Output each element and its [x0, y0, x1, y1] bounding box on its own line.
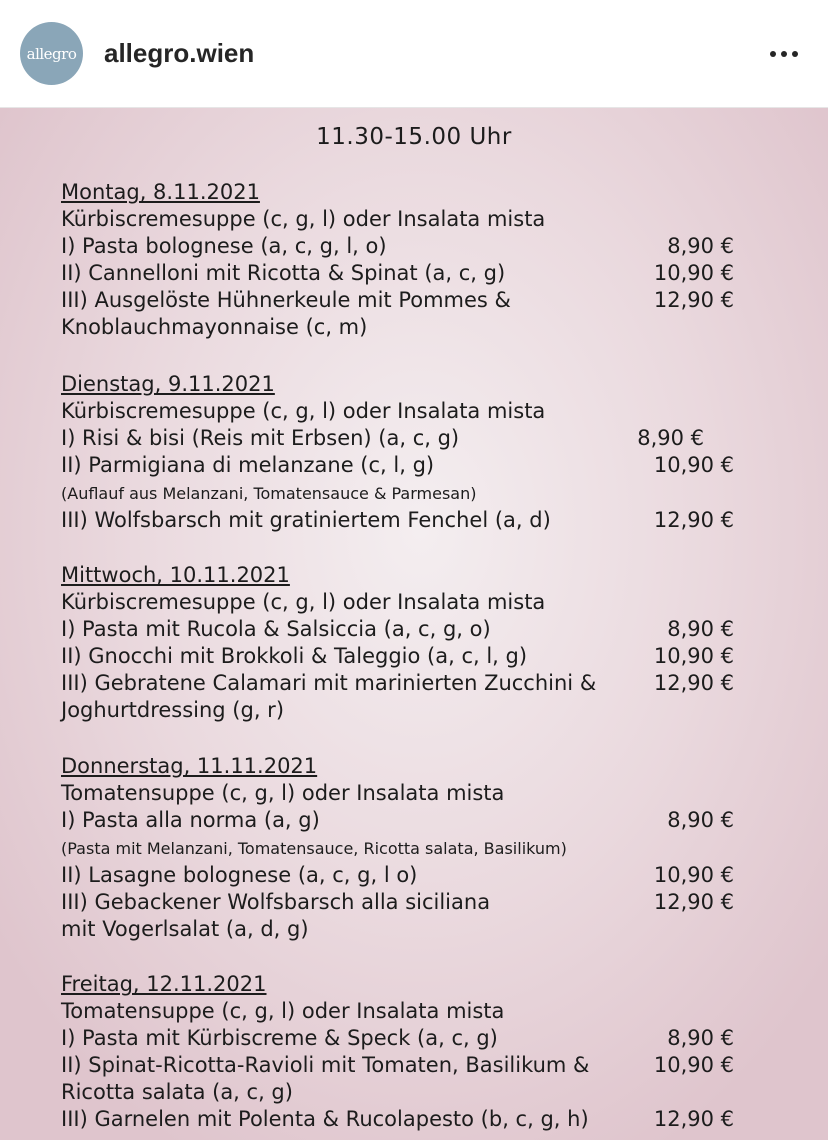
- dish-line: III) Gebratene Calamari mit marinierten Zucchini &: [61, 671, 597, 695]
- day-title: Freitag, 12.11.2021: [61, 972, 267, 996]
- price: 10,90 €: [653, 644, 734, 668]
- dish-line: II) Spinat-Ricotta-Ravioli mit Tomaten, Basilikum &: [61, 1053, 590, 1077]
- dish-line: II) Lasagne bolognese (a, c, g, l o): [61, 863, 418, 887]
- price: 12,90 €: [653, 671, 734, 695]
- dish-line: III) Ausgelöste Hühnerkeule mit Pommes &: [61, 288, 511, 312]
- price: 8,90 €: [637, 426, 704, 450]
- dish-line: I) Pasta mit Rucola & Salsiccia (a, c, g, o): [61, 617, 491, 641]
- soup-line: Kürbiscremesuppe (c, g, l) oder Insalata mista: [61, 399, 546, 423]
- dish-line: I) Risi & bisi (Reis mit Erbsen) (a, c, g): [61, 426, 460, 450]
- price: 10,90 €: [653, 261, 734, 285]
- dish-line: III) Wolfsbarsch mit gratiniertem Fenchel (a, d): [61, 508, 551, 532]
- dish-line: I) Pasta alla norma (a, g): [61, 808, 320, 832]
- price: 10,90 €: [653, 863, 734, 887]
- dish-line: III) Gebackener Wolfsbarsch alla siciliana: [61, 890, 491, 914]
- more-options-icon[interactable]: [760, 34, 808, 74]
- dish-line: I) Pasta mit Kürbiscreme & Speck (a, c, g): [61, 1026, 498, 1050]
- dish-line: II) Parmigiana di melanzane (c, l, g): [61, 453, 435, 477]
- price: 8,90 €: [667, 808, 734, 832]
- price: 8,90 €: [667, 617, 734, 641]
- day-title: Dienstag, 9.11.2021: [61, 372, 275, 396]
- avatar[interactable]: [20, 22, 83, 85]
- price: 10,90 €: [653, 1053, 734, 1077]
- post-header: [0, 0, 828, 108]
- soup-line: Tomatensuppe (c, g, l) oder Insalata mista: [61, 781, 505, 805]
- dish-line: III) Garnelen mit Polenta & Rucolapesto (b, c, g, h): [61, 1107, 589, 1131]
- avatar-text: allegro: [26, 44, 77, 63]
- opening-hours: 11.30-15.00 Uhr: [316, 124, 512, 150]
- soup-line: Kürbiscremesuppe (c, g, l) oder Insalata mista: [61, 207, 546, 231]
- price: 8,90 €: [667, 1026, 734, 1050]
- soup-line: Kürbiscremesuppe (c, g, l) oder Insalata mista: [61, 590, 546, 614]
- post-image: [0, 108, 828, 1140]
- price: 12,90 €: [653, 1107, 734, 1131]
- dish-line: I) Pasta bolognese (a, c, g, l, o): [61, 234, 387, 258]
- dish-line-continued: Joghurtdressing (g, r): [61, 698, 285, 722]
- price: 8,90 €: [667, 234, 734, 258]
- price: 10,90 €: [653, 453, 734, 477]
- day-title: Mittwoch, 10.11.2021: [61, 563, 290, 587]
- price: 12,90 €: [653, 508, 734, 532]
- dish-line-continued: mit Vogerlsalat (a, d, g): [61, 917, 309, 941]
- dish-note: (Auflauf aus Melanzani, Tomatensauce & Parmesan): [61, 484, 477, 503]
- day-title: Donnerstag, 11.11.2021: [61, 754, 318, 778]
- dish-line-continued: Knoblauchmayonnaise (c, m): [61, 315, 368, 339]
- dish-line: II) Gnocchi mit Brokkoli & Taleggio (a, c, l, g): [61, 644, 528, 668]
- dish-note: (Pasta mit Melanzani, Tomatensauce, Ricotta salata, Basilikum): [61, 839, 567, 858]
- price: 12,90 €: [653, 890, 734, 914]
- username[interactable]: allegro.wien: [104, 38, 255, 68]
- day-title: Montag, 8.11.2021: [61, 180, 260, 204]
- dish-line-continued: Ricotta salata (a, c, g): [61, 1080, 293, 1104]
- dish-line: II) Cannelloni mit Ricotta & Spinat (a, c, g): [61, 261, 506, 285]
- soup-line: Tomatensuppe (c, g, l) oder Insalata mista: [61, 999, 505, 1023]
- price: 12,90 €: [653, 288, 734, 312]
